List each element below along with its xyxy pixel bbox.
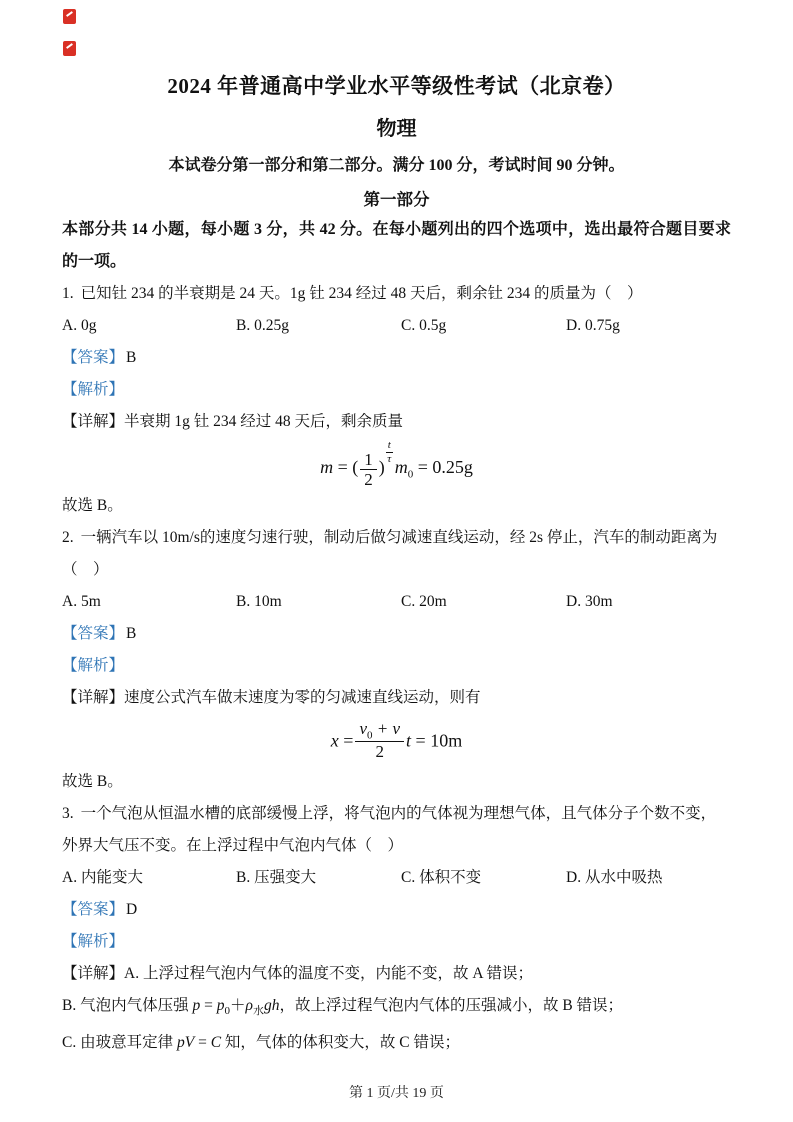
question-2-stem <box>62 522 731 586</box>
formula-equals-open: = ( <box>337 457 359 478</box>
question-2-option-d: D. 30m <box>566 593 613 610</box>
question-3-detail-c: C. 由玻意耳定律 pV = C 知，气体的体积变大，故 C 错误； <box>62 1034 460 1052</box>
question-3-option-a: A. 内能变大 <box>62 869 143 886</box>
exam-info: 本试卷分第一部分和第二部分。满分 100 分，考试时间 90 分钟。 <box>168 157 625 174</box>
question-2-answer: B <box>126 625 137 642</box>
question-2-formula <box>62 714 731 766</box>
formula-close-paren: ) <box>378 457 385 478</box>
formula-braking-distance <box>331 719 462 762</box>
question-3-option-c: C. 体积不变 <box>401 869 482 886</box>
question-2-detail-line <box>62 682 731 714</box>
formula-result: = 0.25g <box>417 457 473 478</box>
question-2-stem-text: 一辆汽车以 10m/s的速度匀速行驶，制动后做匀减速直线运动，经 2s 停止，汽车的制动距离为（ ） <box>62 529 718 578</box>
page-footer: 第 1 页/共 19 页 <box>349 1086 444 1101</box>
formula-var-pv: pV <box>176 1034 195 1052</box>
question-3-detail-b-suffix: ，故上浮过程气泡内气体的压强减小，故 B 错误； <box>279 997 624 1014</box>
question-3-number: 3. <box>62 805 74 822</box>
part-one-title: 第一部分 <box>363 190 430 209</box>
question-3-answer-line <box>62 894 731 926</box>
answer-label: 【答案】 <box>62 625 125 642</box>
analysis-label: 【解析】 <box>62 381 125 398</box>
formula-var-p: p <box>192 997 201 1014</box>
exponent-t-over-tau: $\frac{t}{\tau}$ <box>387 439 392 465</box>
analysis-label: 【解析】 <box>62 933 125 950</box>
question-2-options <box>62 586 731 618</box>
formula-var-x: x <box>330 730 339 751</box>
question-1-conclusion: 故选 B。 <box>62 497 123 514</box>
question-1-number: 1. <box>62 285 74 302</box>
question-1-analysis-line <box>62 374 731 406</box>
question-1-formula <box>62 438 731 490</box>
question-2-analysis-line <box>62 650 731 682</box>
question-3-detail-c-prefix: C. 由玻意耳定律 <box>62 1034 177 1052</box>
formula-equals: = <box>343 730 354 751</box>
question-3-option-b: B. 压强变大 <box>236 869 317 886</box>
question-1-answer-line <box>62 342 731 374</box>
question-3-options <box>62 862 731 894</box>
subject-title: 物理 <box>376 118 417 140</box>
rho-subscript-water: 水 <box>252 1005 264 1018</box>
question-1-detail-text: 半衰期 1g 钍 234 经过 48 天后，剩余质量 <box>124 413 404 430</box>
question-3-detail-b: B. 气泡内气体压强 $p = p_0+\rho_水gh$，故上浮过程气泡内气体的压强减小，故 B 错误； <box>62 997 624 1018</box>
formula-var-t: t <box>406 730 412 751</box>
question-1-answer: B <box>126 349 137 366</box>
analysis-label: 【解析】 <box>62 657 125 674</box>
question-1-detail-line <box>62 406 731 438</box>
question-3-detail-a <box>62 958 731 990</box>
question-2-answer-line <box>62 618 731 650</box>
red-mark-icon <box>63 9 76 24</box>
question-1-option-a: A. 0g <box>62 317 97 334</box>
formula-result: = 10m <box>415 730 463 751</box>
formula-var-gh: gh <box>263 997 280 1014</box>
question-3-analysis-line <box>62 926 731 958</box>
question-2-option-c: C. 20m <box>401 593 447 610</box>
question-2-conclusion: 故选 B。 <box>62 773 123 790</box>
question-3-stem-text: 一个气泡从恒温水槽的底部缓慢上浮，将气泡内的气体视为理想气体，且气体分子个数不变，外界大气压不变。在上浮过程中气泡内气体（ ） <box>62 805 717 854</box>
formula-var-m: m <box>320 457 334 478</box>
detail-label: 【详解】 <box>62 965 125 982</box>
question-3-detail-c-suffix: 知，气体的体积变大，故 C 错误； <box>221 1034 460 1052</box>
part-one-instructions: 本部分共 14 小题，每小题 3 分，共 42 分。在每小题列出的四个选项中，选出最符合题目要求的一项。 <box>62 221 731 270</box>
question-2-option-b: B. 10m <box>236 593 282 610</box>
question-2-option-a: A. 5m <box>62 593 101 610</box>
formula-half-life: m = ( $\frac{1}{2}$ ) $\frac{t}{\tau}$ $m_0 = 0.25g$ <box>320 439 473 489</box>
question-3-detail-b-prefix: B. 气泡内气体压强 <box>62 997 193 1014</box>
question-3-stem <box>62 798 731 862</box>
fraction-one-half: $\frac{1}{2}$ <box>360 450 377 489</box>
question-1-stem-text: 已知钍 234 的半衰期是 24 天。1g 钍 234 经过 48 天后，剩余钍 234 的质量为（ ） <box>80 285 643 302</box>
question-2-detail-text: 速度公式汽车做末速度为零的匀减速直线运动，则有 <box>124 689 481 706</box>
formula-var-c: C <box>210 1034 222 1052</box>
answer-label: 【答案】 <box>62 349 125 366</box>
detail-label: 【详解】 <box>62 413 125 430</box>
question-3-answer: D <box>126 901 138 918</box>
question-1-option-c: C. 0.5g <box>401 317 447 334</box>
question-3-detail-a-text: A. 上浮过程气泡内气体的温度不变，内能不变，故 A 错误； <box>124 965 534 982</box>
detail-label: 【详解】 <box>62 689 125 706</box>
red-mark-icon <box>63 41 76 56</box>
question-1-options <box>62 310 731 342</box>
question-1-stem <box>62 278 731 310</box>
paper-title: 2024 年普通高中学业水平等级性考试（北京卷） <box>167 74 626 98</box>
formula-var-p0: p <box>216 997 225 1014</box>
question-2-number: 2. <box>62 529 74 546</box>
fraction-v0-plus-v-over-2: $\frac{v_0 + v}{2}$ <box>355 719 404 762</box>
answer-label: 【答案】 <box>62 901 125 918</box>
question-1-option-d: D. 0.75g <box>566 317 620 334</box>
question-1-option-b: B. 0.25g <box>236 317 289 334</box>
formula-var-m0: m <box>394 457 408 478</box>
question-3-option-d: D. 从水中吸热 <box>566 869 663 886</box>
formula-var-rho: ρ <box>245 997 253 1014</box>
